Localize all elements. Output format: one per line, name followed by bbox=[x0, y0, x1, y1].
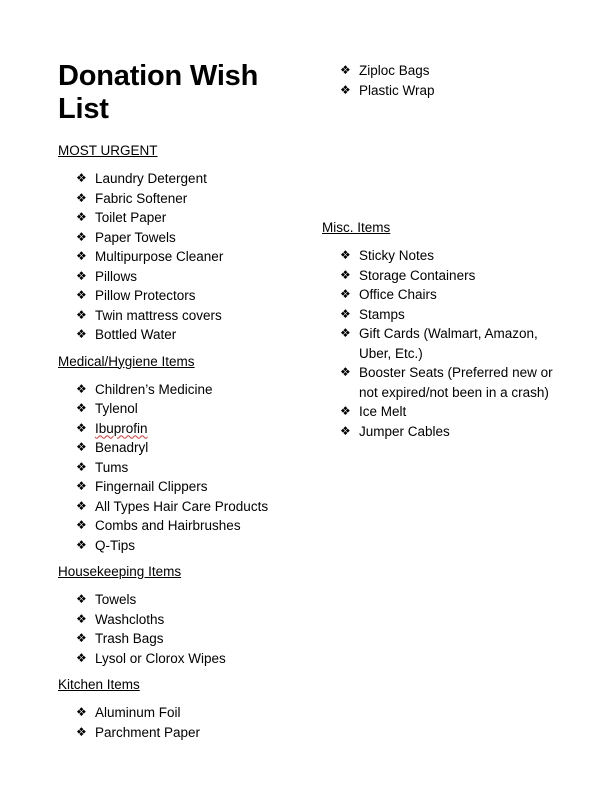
item-list bbox=[322, 246, 562, 441]
diamond-bullet-icon: ❖ bbox=[340, 365, 351, 379]
list-item: ❖ Trash Bags bbox=[58, 629, 308, 649]
diamond-bullet-icon: ❖ bbox=[76, 381, 87, 396]
list-item: ❖ Parchment Paper bbox=[58, 723, 308, 743]
diamond-bullet-icon: ❖ bbox=[340, 326, 351, 340]
list-item: ❖ Lysol or Clorox Wipes bbox=[58, 649, 308, 669]
item-list bbox=[58, 380, 308, 556]
item-list bbox=[58, 590, 308, 668]
list-item: ❖ Toilet Paper bbox=[58, 208, 308, 228]
section-heading: MOST URGENT bbox=[58, 143, 158, 158]
diamond-bullet-icon: ❖ bbox=[76, 190, 87, 205]
diamond-bullet-icon: ❖ bbox=[76, 440, 87, 454]
list-item: ❖ Gift Cards (Walmart, Amazon, Uber, Etc.) bbox=[340, 326, 538, 361]
section-heading: Misc. Items bbox=[322, 220, 391, 235]
item-list bbox=[58, 703, 308, 742]
section-heading: Medical/Hygiene Items bbox=[58, 353, 195, 369]
list-item: ❖ Laundry Detergent bbox=[58, 169, 308, 189]
list-item: ❖ Pillow Protectors bbox=[58, 286, 308, 306]
diamond-bullet-icon: ❖ bbox=[76, 459, 87, 474]
diamond-bullet-icon: ❖ bbox=[76, 611, 87, 626]
right-column bbox=[322, 61, 562, 449]
diamond-bullet-icon: ❖ bbox=[76, 724, 87, 739]
list-item: ❖ Pillows bbox=[58, 267, 308, 287]
diamond-bullet-icon: ❖ bbox=[76, 307, 87, 322]
diamond-bullet-icon: ❖ bbox=[340, 306, 351, 321]
section-heading: Housekeeping Items bbox=[58, 564, 182, 579]
list-item bbox=[58, 419, 308, 439]
list-item: ❖ Combs and Hairbrushes bbox=[58, 516, 308, 536]
diamond-bullet-icon: ❖ bbox=[340, 404, 351, 418]
list-item: ❖ Plastic Wrap bbox=[322, 81, 562, 101]
diamond-bullet-icon: ❖ bbox=[340, 287, 351, 301]
section-housekeeping bbox=[58, 563, 308, 668]
diamond-bullet-icon: ❖ bbox=[340, 63, 351, 77]
list-item: ❖ Aluminum Foil bbox=[58, 703, 308, 723]
diamond-bullet-icon: ❖ bbox=[76, 249, 87, 263]
diamond-bullet-icon: ❖ bbox=[76, 705, 87, 719]
page-title: Donation Wish List bbox=[58, 60, 259, 125]
list-item: ❖ Ziploc Bags bbox=[322, 61, 562, 81]
diamond-bullet-icon: ❖ bbox=[76, 327, 87, 341]
diamond-bullet-icon: ❖ bbox=[340, 423, 351, 438]
section-medical-hygiene bbox=[58, 353, 308, 556]
list-item: ❖ Benadryl bbox=[58, 438, 308, 458]
diamond-bullet-icon: ❖ bbox=[76, 420, 87, 435]
list-item: ❖ Bottled Water bbox=[58, 325, 308, 345]
diamond-bullet-icon: ❖ bbox=[76, 268, 87, 283]
diamond-bullet-icon: ❖ bbox=[76, 537, 87, 552]
list-item: ❖ Fabric Softener bbox=[58, 189, 308, 209]
list-item: ❖ Q-Tips bbox=[58, 536, 308, 556]
list-item: ❖ Ice Melt bbox=[322, 402, 564, 422]
list-item: ❖ Tylenol bbox=[58, 399, 308, 419]
diamond-bullet-icon: ❖ bbox=[76, 401, 87, 415]
diamond-bullet-icon: ❖ bbox=[76, 210, 87, 224]
list-item: ❖ Storage Containers bbox=[322, 266, 564, 286]
list-item: ❖ Booster Seats (Preferred new or not expired/not been in a crash) bbox=[340, 365, 553, 400]
section-heading: Kitchen Items bbox=[58, 677, 140, 692]
list-item: ❖ Washcloths bbox=[58, 610, 308, 630]
section-misc bbox=[322, 219, 562, 441]
item-list bbox=[58, 169, 308, 345]
diamond-bullet-icon: ❖ bbox=[340, 82, 351, 97]
list-item: ❖ Stamps bbox=[322, 305, 564, 325]
list-item: ❖ Jumper Cables bbox=[322, 422, 564, 442]
diamond-bullet-icon: ❖ bbox=[76, 171, 87, 185]
list-item: ❖ Tums bbox=[58, 458, 308, 478]
diamond-bullet-icon: ❖ bbox=[76, 479, 87, 493]
continued-item-list bbox=[322, 61, 562, 100]
list-item: ❖ Sticky Notes bbox=[322, 246, 564, 266]
diamond-bullet-icon: ❖ bbox=[76, 650, 87, 665]
list-item: ❖ Fingernail Clippers bbox=[58, 477, 308, 497]
list-item: ❖ Towels bbox=[58, 590, 308, 610]
diamond-bullet-icon: ❖ bbox=[76, 498, 87, 513]
list-item: ❖ Paper Towels bbox=[58, 228, 308, 248]
list-item: ❖ Twin mattress covers bbox=[58, 306, 308, 326]
diamond-bullet-icon: ❖ bbox=[76, 518, 87, 532]
section-most-urgent bbox=[58, 142, 308, 345]
list-item: ❖ Children’s Medicine bbox=[58, 380, 308, 400]
diamond-bullet-icon: ❖ bbox=[76, 592, 87, 606]
diamond-bullet-icon: ❖ bbox=[76, 288, 87, 302]
diamond-bullet-icon: ❖ bbox=[340, 248, 351, 262]
misspelled-word: Ibuprofin bbox=[95, 420, 148, 436]
left-column bbox=[58, 60, 308, 750]
diamond-bullet-icon: ❖ bbox=[340, 267, 351, 282]
diamond-bullet-icon: ❖ bbox=[76, 631, 87, 645]
list-item: ❖ Office Chairs bbox=[322, 285, 564, 305]
list-item: ❖ Multipurpose Cleaner bbox=[58, 247, 308, 267]
section-kitchen bbox=[58, 676, 308, 742]
diamond-bullet-icon: ❖ bbox=[76, 229, 87, 244]
list-item: ❖ All Types Hair Care Products bbox=[58, 497, 308, 517]
